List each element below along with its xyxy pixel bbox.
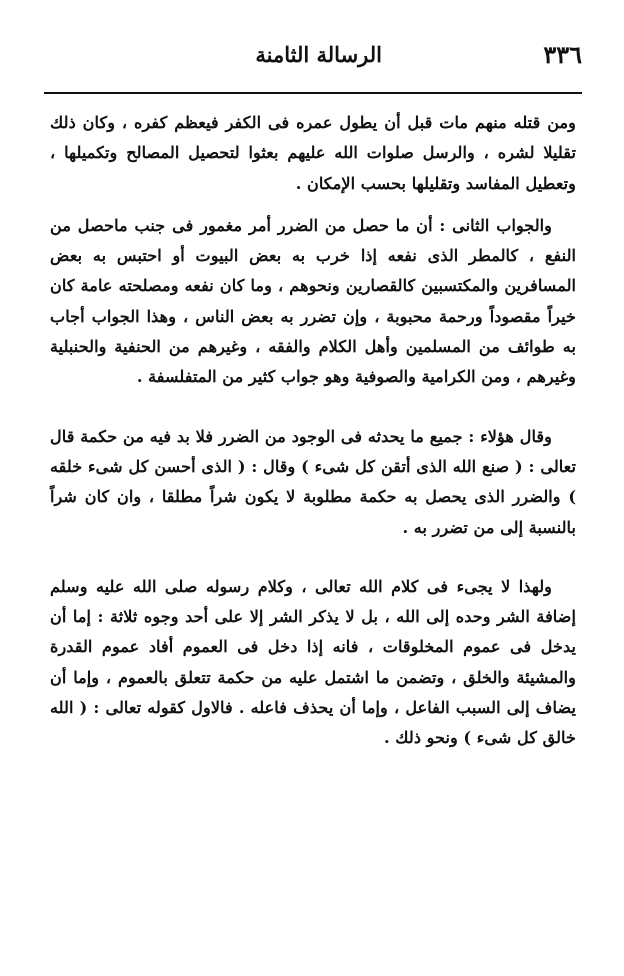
paragraph: وقال هؤلاء : جميع ما يحدثه فى الوجود من الضرر فلا بد فيه من حكمة قال تعالى : ( صنع الله الذى أتقن كل شىء ) وقال : ( الذى أحسن كل شىء خلقه ) والضرر الذى يحصل به حكمة مطلوبة لا يكون شراً مطلقا ، وان كان شراً بالنسبة إلى من تضرر به . bbox=[50, 426, 576, 537]
paragraph: ولهذا لا يجىء فى كلام الله تعالى ، وكلام رسوله صلى الله عليه وسلم إضافة الشر وحده إلى الله ، بل لا يذكر الشر إلا على أحد وجوه ثلاثة : إما أن يدخل فى عموم المخلوقات ، فانه إذا دخل فى العموم أفاد عموم القدرة والمشيئة والخلق ، وتضمن ما اشتمل عليه من حكمة تتعلق بالعموم ، وإما أن يضاف إلى السبب الفاعل ، وإما أن يحذف فاعله . فالاول كقوله تعالى : ( الله خالق كل شىء ) ونحو ذلك . bbox=[50, 576, 576, 748]
paragraph: والجواب الثانى : أن ما حصل من الضرر أمر مغمور فى جنب ماحصل من النفع ، كالمطر الذى نفعه إذا خرب به بعض البيوت أو احتبس به بعض المسافرين والمكتسبين كالقصارين ونحوهم ، وما كان نفعه ومصلحته عامة كان خيراً مقصوداً ورحمة محبوبة ، وإن تضرر به بعض الناس ، وهذا الجواب أجاب به طوائف من المسلمين وأهل الكلام والفقه ، وغيرهم من الحنفية والحنبلية وغيرهم ، ومن الكرامية والصوفية وهو جواب كثير من المتفلسفة . bbox=[50, 215, 576, 387]
page-header bbox=[40, 40, 582, 80]
paragraph: ومن قتله منهم مات قبل أن يطول عمره فى الكفر فيعظم كفره ، وكان ذلك تقليلا لشره ، والرسل صلوات الله عليهم بعثوا لتحصيل المصالح وتكميلها ، وتعطيل المفاسد وتقليلها بحسب الإمكان . bbox=[50, 113, 576, 193]
body-text bbox=[50, 108, 576, 754]
page-number: ٣٣٦ bbox=[543, 40, 582, 69]
running-title: الرسالة الثامنة bbox=[255, 42, 382, 67]
header-rule bbox=[44, 92, 582, 94]
